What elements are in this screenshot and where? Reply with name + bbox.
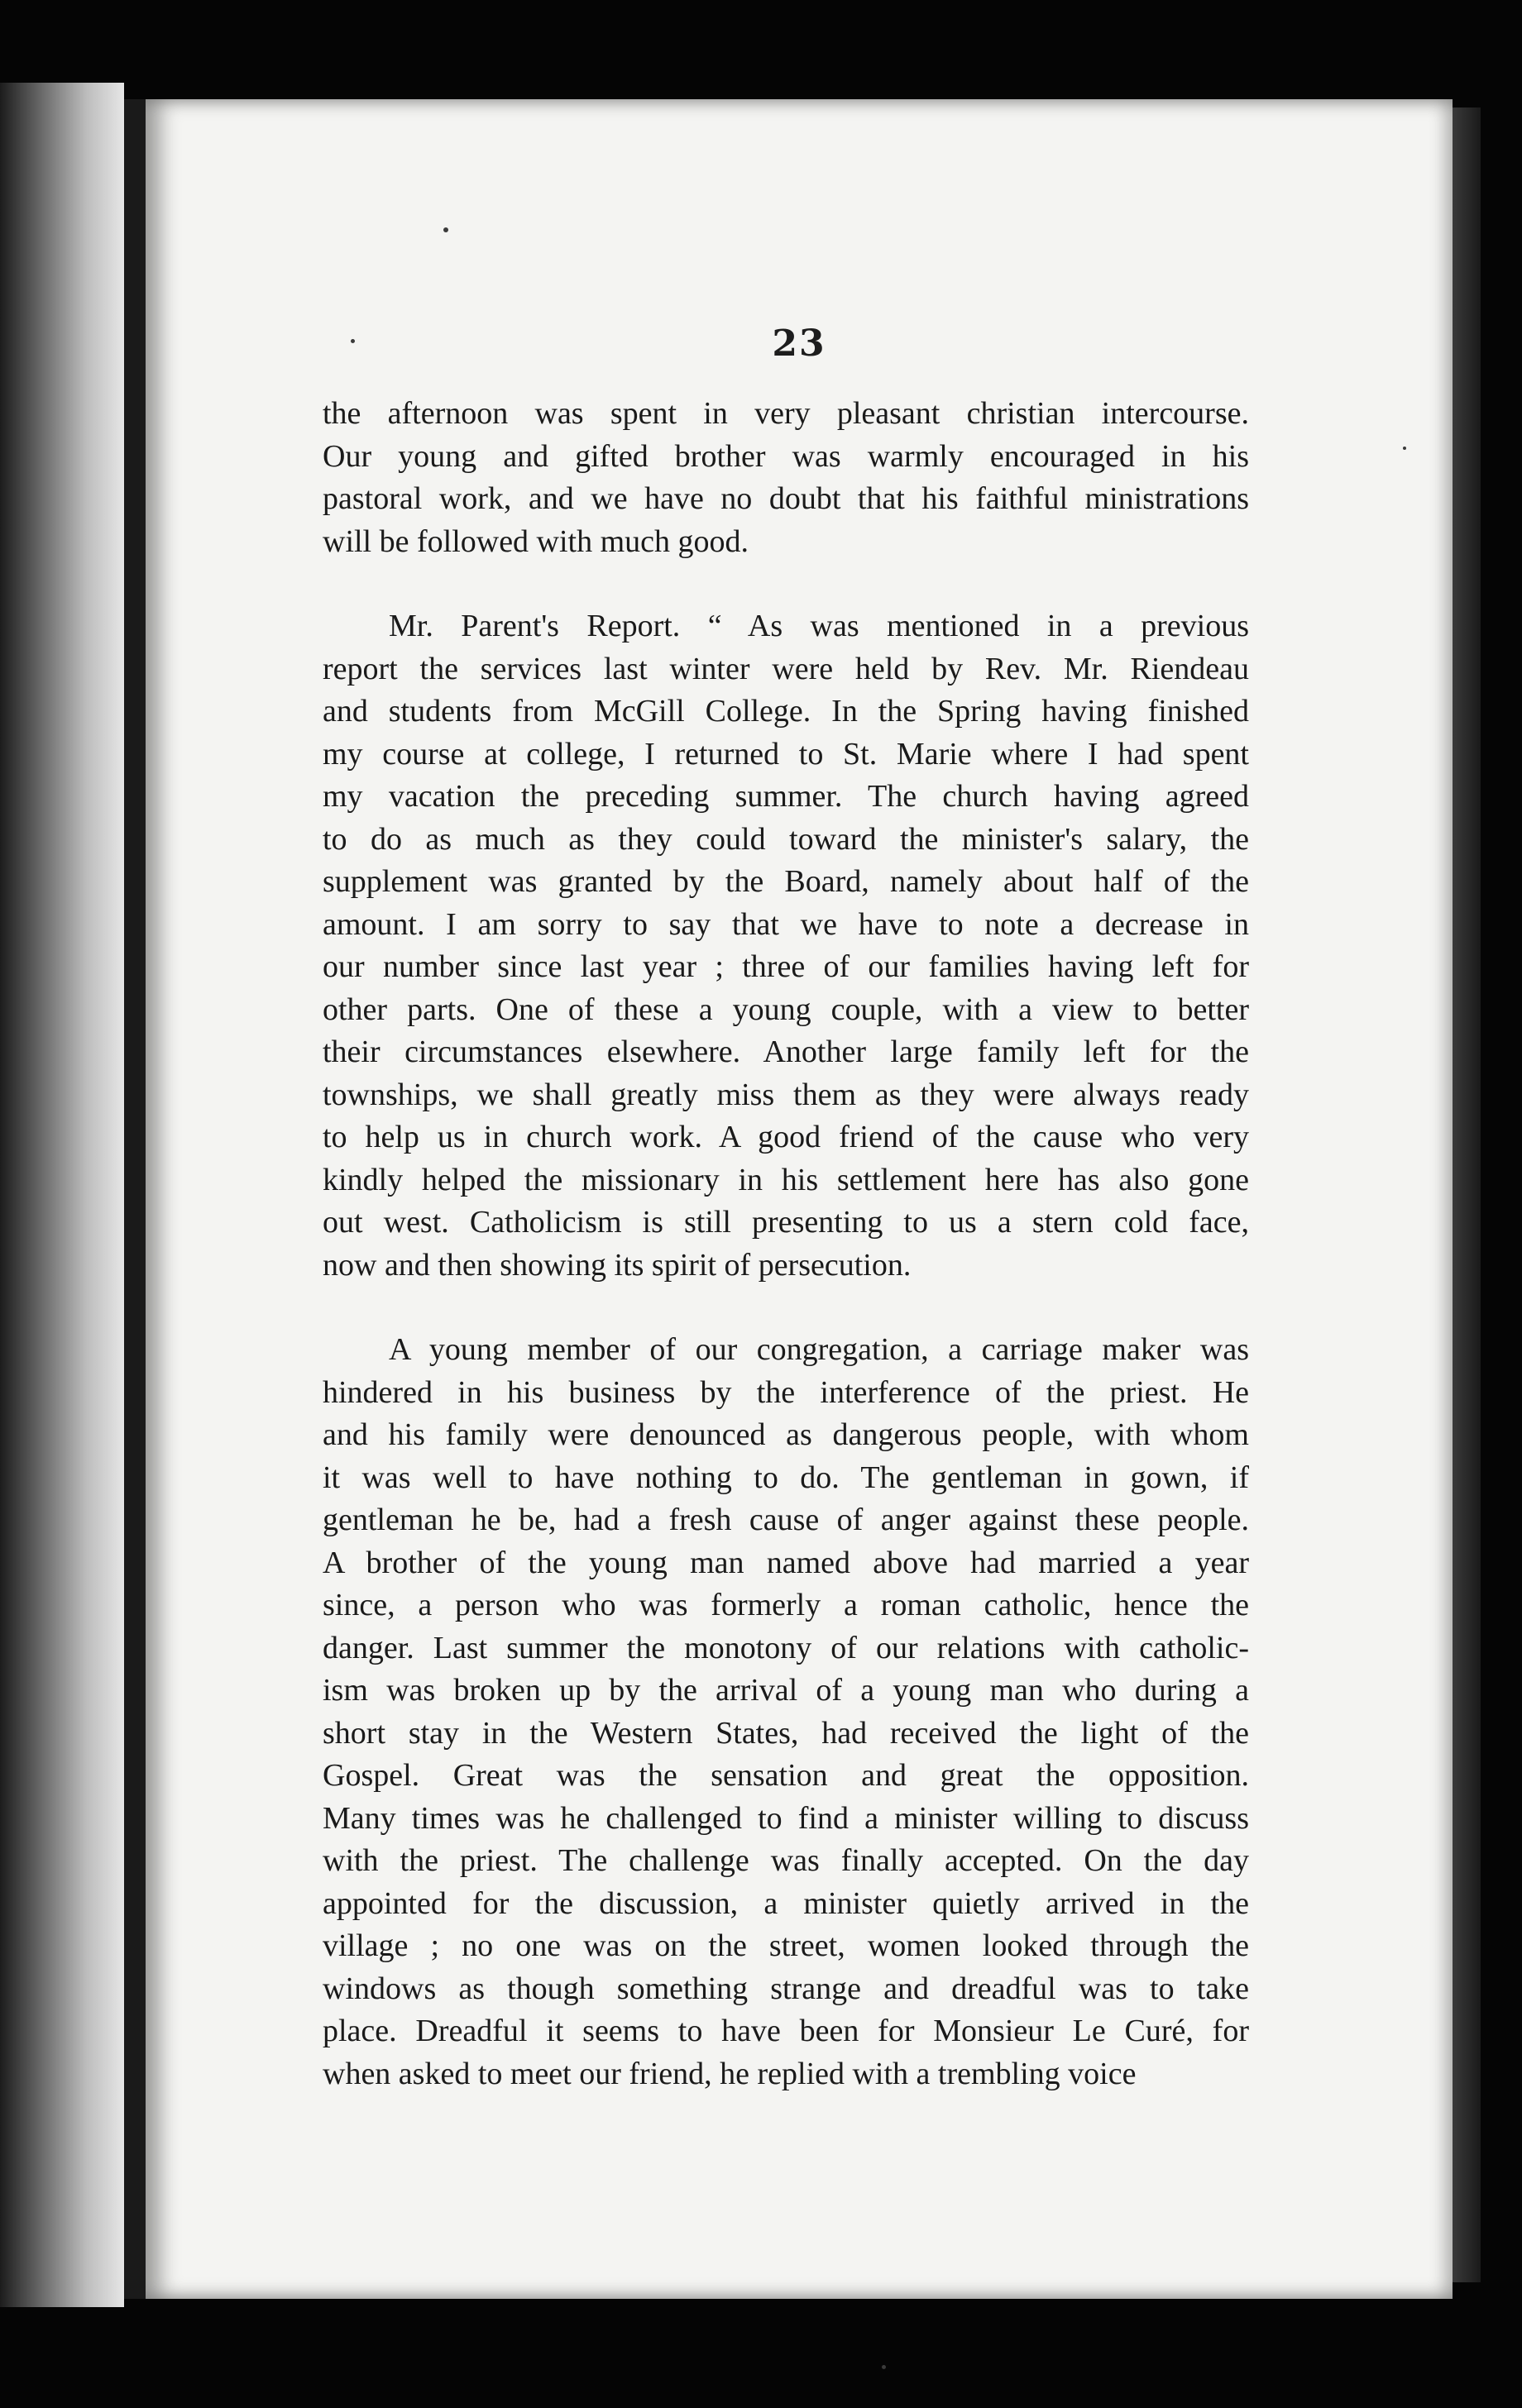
text-line: amount. I am sorry to say that we have to note a decrease in	[323, 906, 1249, 942]
book-gutter	[124, 99, 146, 2299]
text-line: supplement was granted by the Board, namely about half of the	[323, 864, 1249, 899]
text-line: Mr. Parent's Report. “ As was mentioned in a previous	[389, 609, 1249, 643]
dust-speck	[351, 339, 355, 343]
book-page	[146, 99, 1453, 2299]
text-line: now and then showing its spirit of persecution.	[323, 1247, 912, 1283]
paragraph	[323, 1329, 1249, 2095]
text-line: gentleman he be, had a fresh cause of anger against these people.	[323, 1503, 1249, 1537]
facing-page-edge	[0, 83, 124, 2307]
text-line: A brother of the young man named above had married a year	[323, 1545, 1249, 1580]
text-line: appointed for the discussion, a minister quietly arrived in the	[323, 1885, 1249, 1921]
text-line: windows as though something strange and dreadful was to take	[323, 1971, 1249, 2006]
text-line: townships, we shall greatly miss them as they were always ready	[323, 1077, 1249, 1112]
text-line: Many times was he challenged to find a minister willing to discuss	[323, 1800, 1249, 1836]
text-line: will be followed with much good.	[323, 523, 749, 559]
text-line: since, a person who was formerly a roman catholic, hence the	[323, 1588, 1249, 1622]
text-line: our number since last year ; three of our families having left for	[323, 949, 1249, 984]
text-line: pastoral work, and we have no doubt that his faithful ministrations	[323, 481, 1249, 516]
paragraph-gap	[323, 1287, 1249, 1329]
text-line: village ; no one was on the street, women looked through the	[323, 1928, 1249, 1963]
text-line: other parts. One of these a young couple, with a view to better	[323, 991, 1249, 1027]
text-line: and students from McGill College. In the Spring having finished	[323, 694, 1249, 729]
text-line: report the services last winter were held by Rev. Mr. Riendeau	[323, 651, 1249, 686]
text-line: short stay in the Western States, had received the light of the	[323, 1715, 1249, 1751]
paragraph	[323, 605, 1249, 1287]
text-line: and his family were denounced as dangerous people, with whom	[323, 1417, 1249, 1452]
page-number: 23	[772, 322, 826, 365]
text-line: when asked to meet our friend, he replied with a trembling voice	[323, 2056, 1137, 2091]
text-line: with the priest. The challenge was finally accepted. On the day	[323, 1843, 1249, 1878]
dust-speck	[443, 227, 448, 232]
body-text	[323, 393, 1249, 2095]
paragraph	[323, 393, 1249, 563]
text-line: my course at college, I returned to St. Marie where I had spent	[323, 736, 1249, 772]
page-right-edge	[1453, 108, 1481, 2282]
paragraph-gap	[323, 563, 1249, 605]
text-line: A young member of our congregation, a carriage maker was	[389, 1332, 1249, 1367]
text-line: danger. Last summer the monotony of our relations with catholic-	[323, 1630, 1249, 1665]
text-line: to help us in church work. A good friend of the cause who very	[323, 1120, 1249, 1154]
text-line: kindly helped the missionary in his settlement here has also gone	[323, 1162, 1249, 1197]
text-line: to do as much as they could toward the minister's salary, the	[323, 821, 1249, 857]
text-line: the afternoon was spent in very pleasant christian intercourse.	[323, 396, 1249, 431]
text-line: Gospel. Great was the sensation and great the opposition.	[323, 1758, 1249, 1793]
text-line: their circumstances elsewhere. Another large family left for the	[323, 1034, 1249, 1069]
dust-speck	[882, 2365, 886, 2369]
text-line: my vacation the preceding summer. The church having agreed	[323, 779, 1249, 814]
text-line: it was well to have nothing to do. The gentleman in gown, if	[323, 1460, 1249, 1495]
text-line: place. Dreadful it seems to have been for Monsieur Le Curé, for	[323, 2014, 1249, 2048]
text-line: out west. Catholicism is still presenting to us a stern cold face,	[323, 1205, 1249, 1240]
text-line: Our young and gifted brother was warmly encouraged in his	[323, 438, 1249, 474]
text-line: hindered in his business by the interference of the priest. He	[323, 1374, 1249, 1410]
dust-speck	[1403, 447, 1406, 450]
text-line: ism was broken up by the arrival of a young man who during a	[323, 1673, 1249, 1708]
